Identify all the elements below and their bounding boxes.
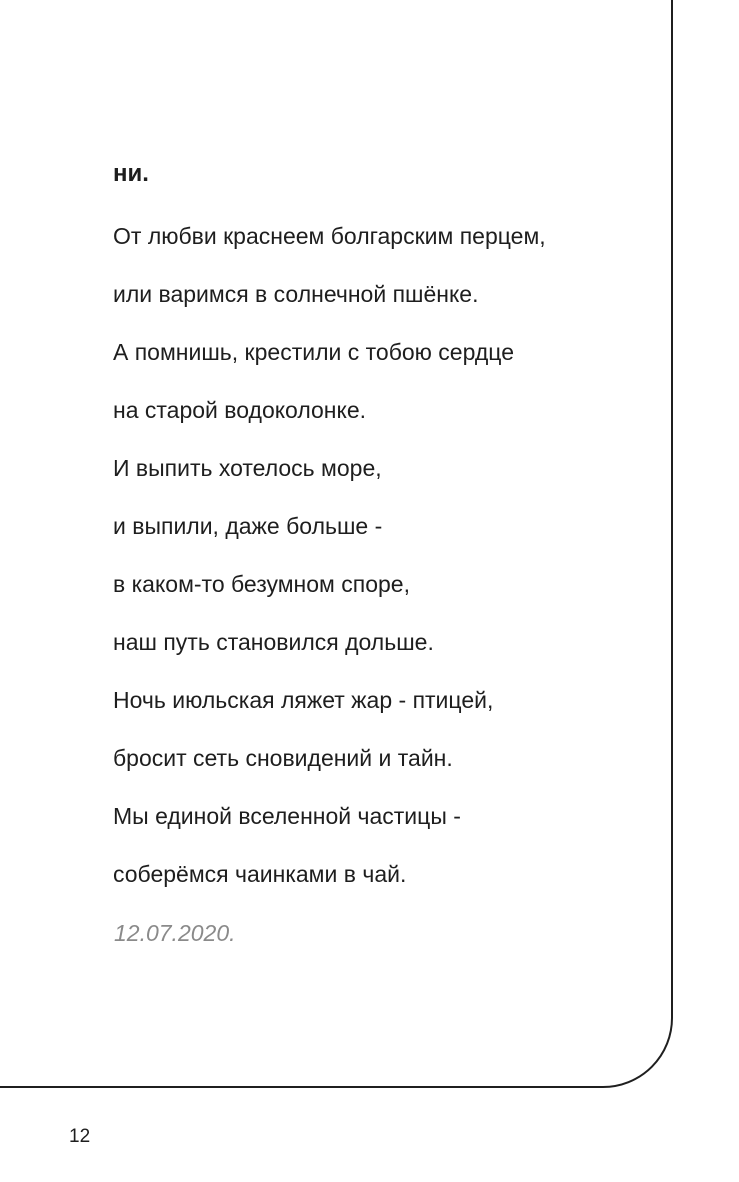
poem-line: на старой водоколонке. <box>113 397 367 423</box>
poem-line: бросит сеть сновидений и тайн. <box>113 745 453 771</box>
page-number: 12 <box>69 1126 91 1147</box>
poem-line: в каком-то безумном споре, <box>113 571 410 597</box>
poem-line: А помнишь, крестили с тобою сердце <box>113 339 514 365</box>
poem-date: 12.07.2020. <box>114 920 236 946</box>
poem-line: и выпили, даже больше - <box>113 513 383 539</box>
poem-line: Мы единой вселенной частицы - <box>113 803 461 829</box>
poem-heading: ни. <box>113 160 149 187</box>
poem-line: И выпить хотелось море, <box>113 455 382 481</box>
poem-line: От любви краснеем болгарским перцем, <box>113 223 546 249</box>
poem-line: или варимся в солнечной пшёнке. <box>113 281 479 307</box>
poem-line: соберёмся чаинками в чай. <box>113 861 407 887</box>
poem-line: наш путь становился дольше. <box>113 629 434 655</box>
poem-text <box>113 220 546 916</box>
poem-line: Ночь июльская ляжет жар - птицей, <box>113 687 494 713</box>
